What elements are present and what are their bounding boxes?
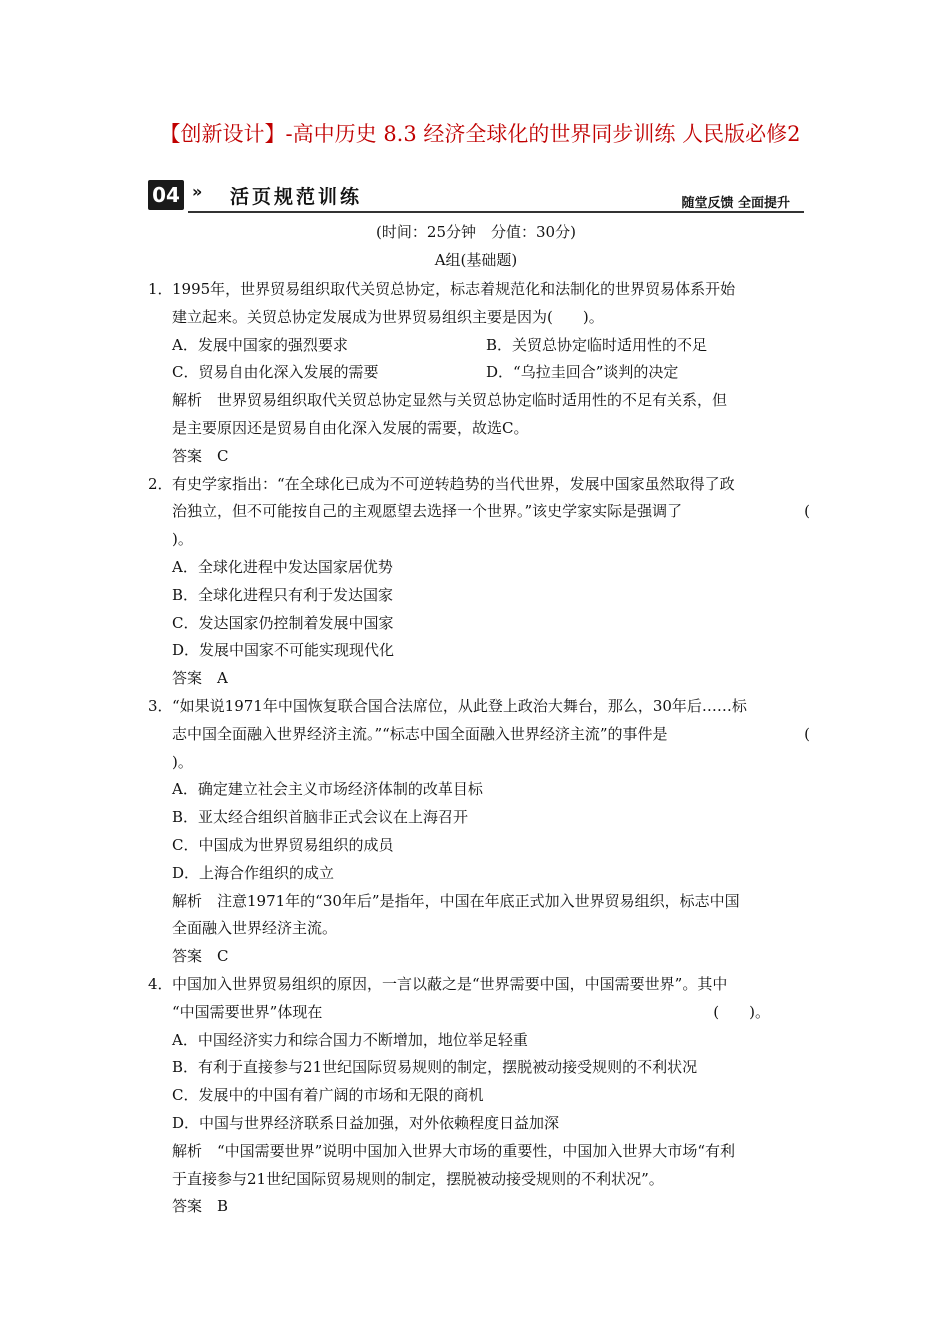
answer-bracket-close: )。 — [172, 752, 193, 771]
question-3 — [148, 693, 810, 721]
option-a: A．中国经济实力和综合国力不断增加，地位举足轻重 — [172, 1030, 528, 1049]
question-1 — [148, 276, 810, 304]
option-row — [148, 332, 810, 360]
analysis: 解析 注意1971年的“30年后”是指年，中国在年底正式加入世界贸易组织，标志中国 — [172, 891, 740, 910]
option-d: D．上海合作组织的成立 — [172, 863, 335, 882]
question-2 — [148, 471, 810, 499]
option-d: D．发展中国家不可能实现现代化 — [172, 641, 395, 660]
section-title: 活页规范训练 — [230, 186, 363, 208]
question-stem-text: 志中国全面融入世界经济主流。”“标志中国全面融入世界经济主流”的事件是 — [172, 724, 668, 743]
question-stem: 有史学家指出：“在全球化已成为不可逆转趋势的当代世界，发展中国家虽然取得了政 — [172, 474, 735, 493]
option-b: B．有利于直接参与21世纪国际贸易规则的制定，摆脱被动接受规则的不利状况 — [172, 1058, 698, 1077]
chevron-icon: » — [192, 182, 203, 201]
question-stem-cont — [148, 498, 810, 526]
answer-bracket: ( — [804, 724, 810, 743]
option-a: A．发展中国家的强烈要求 — [172, 335, 348, 354]
answer: 答案 B — [172, 1197, 229, 1216]
banner-divider — [188, 211, 804, 213]
section-banner — [148, 178, 804, 214]
option-row — [148, 359, 810, 387]
question-stem-cont: 建立起来。关贸总协定发展成为世界贸易组织主要是因为( )。 — [172, 307, 604, 326]
answer: 答案 C — [172, 446, 229, 465]
analysis-cont: 是主要原因还是贸易自由化深入发展的需要，故选C。 — [172, 418, 529, 437]
answer: 答案 C — [172, 947, 229, 966]
question-number: 1． — [148, 280, 173, 298]
option-c: C．中国成为世界贸易组织的成员 — [172, 835, 394, 854]
group-heading: A组(基础题) — [434, 251, 518, 269]
analysis: 解析 世界贸易组织取代关贸总协定显然与关贸总协定临时适用性的不足有关系，但 — [172, 391, 728, 410]
section-number-badge: 04 — [148, 180, 184, 210]
question-number: 3． — [148, 696, 173, 715]
question-4 — [148, 971, 810, 999]
option-c: C．发展中的中国有着广阔的市场和无限的商机 — [172, 1086, 484, 1105]
option-b: B．关贸总协定临时适用性的不足 — [486, 335, 708, 354]
question-stem-cont — [148, 999, 810, 1027]
option-b: B．亚太经合组织首脑非正式会议在上海召开 — [172, 808, 469, 827]
question-stem-text: 治独立，但不可能按自己的主观愿望去选择一个世界。”该史学家实际是强调了 — [172, 502, 683, 521]
question-number: 2． — [148, 474, 173, 493]
option-c: C．发达国家仍控制着发展中国家 — [172, 613, 394, 632]
answer-bracket: ( )。 — [713, 1002, 770, 1021]
analysis: 解析 “中国需要世界”说明中国加入世界大市场的重要性，中国加入世界大市场“有利 — [172, 1141, 736, 1160]
answer-bracket-close: )。 — [172, 530, 193, 549]
question-stem: 1995年，世界贸易组织取代关贸总协定，标志着规范化和法制化的世界贸易体系开始 — [172, 280, 736, 298]
option-d: D．“乌拉圭回合”谈判的决定 — [486, 363, 679, 382]
option-c: C．贸易自由化深入发展的需要 — [172, 363, 379, 382]
question-stem: “如果说1971年中国恢复联合国合法席位，从此登上政治大舞台，那么，30年后……标 — [172, 696, 747, 715]
analysis-cont: 于直接参与21世纪国际贸易规则的制定，摆脱被动接受规则的不利状况”。 — [172, 1169, 664, 1188]
option-d: D．中国与世界经济联系日益加强，对外依赖程度日益加深 — [172, 1113, 560, 1132]
question-stem-cont — [148, 721, 810, 749]
question-number: 4． — [148, 974, 173, 993]
question-stem-text: “中国需要世界”体现在 — [172, 1002, 323, 1021]
time-score-line: (时间：25分钟 分值：30分) — [376, 223, 576, 241]
option-a: A．确定建立社会主义市场经济体制的改革目标 — [172, 780, 483, 799]
question-stem: 中国加入世界贸易组织的原因，一言以蔽之是“世界需要中国，中国需要世界”。其中 — [172, 974, 728, 993]
analysis-cont: 全面融入世界经济主流。 — [172, 919, 338, 938]
option-a: A．全球化进程中发达国家居优势 — [172, 557, 393, 576]
option-b: B．全球化进程只有利于发达国家 — [172, 585, 394, 604]
document-title: 【创新设计】-高中历史 8.3 经济全球化的世界同步训练 人民版必修2 — [159, 122, 801, 146]
answer-bracket: ( — [804, 502, 810, 521]
question-list — [148, 276, 810, 1221]
section-tagline: 随堂反馈 全面提升 — [681, 196, 790, 211]
answer: 答案 A — [172, 669, 228, 688]
